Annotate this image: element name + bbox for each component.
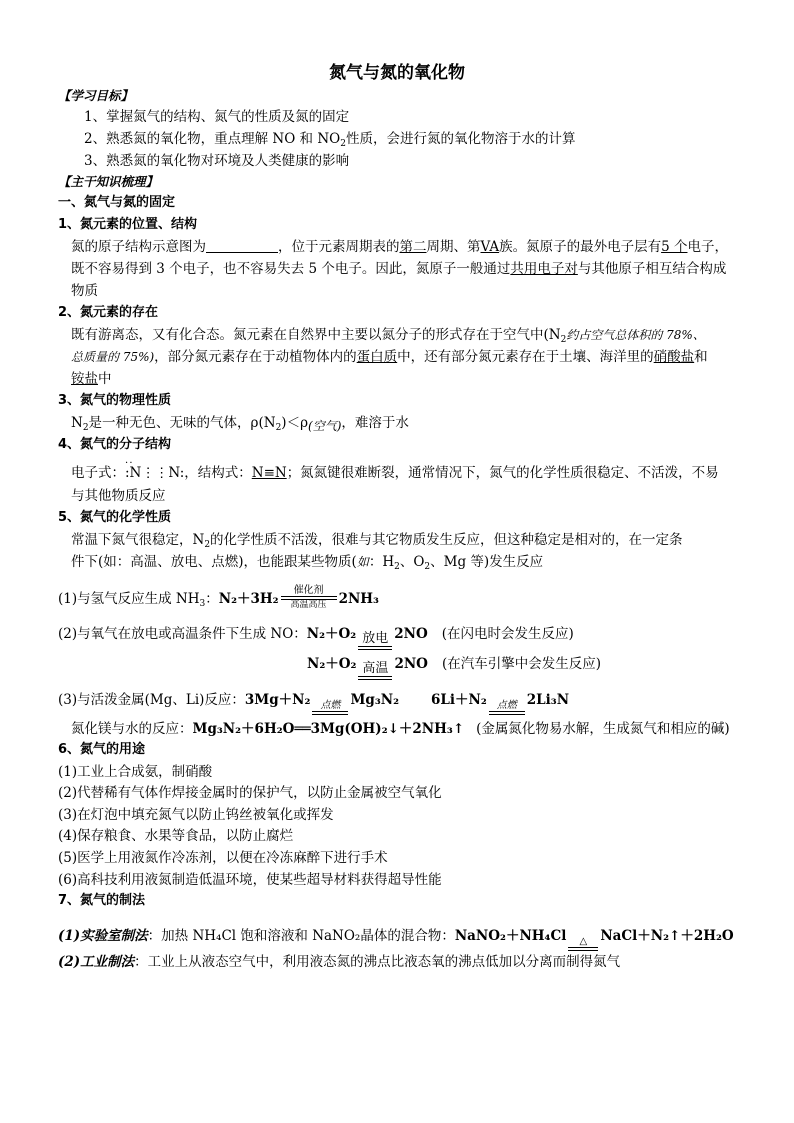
- s2-line-3: [71, 370, 112, 388]
- s4-line-2: 与其他物质反应: [71, 488, 166, 504]
- s1-line-1: [71, 238, 728, 256]
- goals-tag: 【学习目标】: [58, 88, 134, 103]
- r5-right: 2Li₃N: [526, 692, 570, 708]
- s2-text-2f: 和: [694, 349, 708, 365]
- s1-text-f: 族。氮原子的最外电子层有: [499, 239, 662, 255]
- r1-label: (1)与氢气反应生成 NH: [58, 591, 200, 607]
- s5-text-2c: ：H: [368, 554, 395, 570]
- structural-formula: N≡N: [251, 465, 287, 481]
- s1-line-3: 物质: [71, 283, 98, 299]
- s4-text-b: ，结构式：: [184, 465, 252, 481]
- reaction-nitride-water: [71, 720, 730, 738]
- sub-heading-5: 5、氮气的化学性质: [58, 510, 172, 525]
- reaction-oxygen-discharge: [58, 625, 574, 650]
- goal-item-1: 1、掌握氮气的结构、氮气的性质及氮的固定: [84, 109, 350, 125]
- s5-text-2a: 件下(如：高温、放电、点燃)，也能跟某些物质(: [71, 554, 357, 570]
- r4-arrow: [312, 700, 348, 715]
- r3-condition: 高温: [362, 661, 389, 676]
- lab-preparation: [58, 927, 734, 951]
- page-title: 氮气与氮的氧化物: [329, 63, 465, 83]
- s2-text-2b: ，部分氮元素存在于动植物体内的: [154, 349, 357, 365]
- use-item-5: (5)医学上用液氮作冷冻剂，以便在冷冻麻醉下进行手术: [58, 850, 388, 866]
- sub-heading-1: 1、氮元素的位置、结构: [58, 217, 198, 232]
- r4-left: 3Mg＋N₂: [244, 692, 311, 708]
- s2-text-1b: 约占空气总体积的 78%、: [566, 328, 705, 342]
- section-heading-1: 一、氮气与氮的固定: [58, 195, 176, 210]
- heat-symbol: △: [579, 936, 588, 947]
- s3-text-b: 是一种无色、无味的气体，ρ(N: [88, 415, 276, 431]
- reaction-oxygen-high-temp: [307, 655, 601, 680]
- lab-text: ：加热 NH₄Cl 饱和溶液和 NaNO₂晶体的混合物：: [147, 928, 455, 944]
- sub-heading-3: 3、氮气的物理性质: [58, 393, 172, 408]
- goal-item-2-sub: 2: [340, 139, 346, 149]
- goal-item-2-text: 2、熟悉氮的氧化物，重点理解 NO 和 NO: [84, 131, 341, 147]
- use-item-1: (1)工业上合成氨，制硝酸: [58, 764, 213, 780]
- goal-item-3: 3、熟悉氮的氧化物对环境及人类健康的影响: [84, 153, 350, 169]
- s1-line-2: [71, 260, 726, 278]
- s1-text-2c: 与其他原子相互结合构成: [577, 261, 727, 277]
- sub-heading-2: 2、氮元素的存在: [58, 305, 159, 320]
- r3-left: N₂＋O₂: [307, 656, 357, 672]
- s3-text-e: ，难溶于水: [341, 415, 409, 431]
- use-item-2: (2)代替稀有气体作焊接金属时的保护气，以防止金属被空气氧化: [58, 785, 442, 801]
- r3-note: (在汽车引擎中会发生反应): [441, 656, 601, 672]
- s1-period: 第二: [399, 239, 427, 255]
- r2-label: (2)与氧气在放电或高温条件下生成 NO：: [58, 626, 307, 642]
- lab-arrow: [568, 936, 598, 951]
- r5-left: 6Li＋N₂: [431, 692, 487, 708]
- s4-text-a: 电子式：: [71, 465, 125, 481]
- r1-arrow: [281, 585, 337, 610]
- r1-left: N₂＋3H₂: [218, 591, 279, 607]
- lab-left: NaNO₂＋NH₄Cl: [454, 928, 567, 944]
- reaction-hydrogen: (1)与氢气反应生成 $NH_3$：N₂＋3H₂ 催化剂 高温高压 2NH₃: [58, 585, 379, 610]
- r4-label: (3)与活泼金属(Mg、Li)反应：: [58, 692, 245, 708]
- industrial-text: ：工业上从液态空气中，利用液态氮的沸点比液态氧的沸点低加以分离而制得氮气: [134, 954, 621, 970]
- goal-item-2-tail: 性质，会进行氮的氧化物溶于水的计算: [345, 131, 576, 147]
- sub-heading-6: 6、氮气的用途: [58, 742, 146, 757]
- industrial-preparation: [58, 953, 620, 971]
- s2-line-2: [71, 348, 708, 366]
- knowledge-tag: 【主干知识梳理】: [58, 174, 159, 189]
- r2-arrow: [358, 632, 392, 650]
- electron-dot-formula: · · :N⋮⋮N:: [125, 464, 184, 482]
- s5-line-1: 常温下氮气很稳定，$N_2$的化学性质不活泼，很难与其它物质发生反应，但这种稳定是相对的，在一定条: [71, 532, 683, 550]
- industrial-label: (2)工业制法: [58, 954, 135, 970]
- r1-condition-bottom: 高温高压: [290, 600, 327, 610]
- r2-note: (在闪电时会发生反应): [441, 626, 574, 642]
- r3-arrow: [358, 662, 392, 680]
- lab-label: (1)实验室制法: [58, 928, 148, 944]
- use-item-6: (6)高科技利用液氮制造低温环境，使某些超导材料获得超导性能: [58, 872, 442, 888]
- lab-right: NaCl＋N₂↑＋2H₂O: [600, 928, 734, 944]
- r2-condition: 放电: [362, 631, 389, 646]
- r6-label: 氮化镁与水的反应：: [71, 721, 193, 737]
- use-item-4: (4)保存粮食、水果等食品，以防止腐烂: [58, 828, 294, 844]
- r2-right: 2NO: [394, 626, 428, 642]
- r3-right: 2NO: [394, 656, 428, 672]
- goal-item-2: [84, 130, 575, 148]
- s2-text-2a: 总质量的 75%): [71, 350, 155, 364]
- sub-heading-7: 7、氮气的制法: [58, 893, 146, 908]
- fill-blank: [206, 238, 278, 253]
- s1-text-b: ，位于元素周期表的: [278, 239, 400, 255]
- s2-text-1a: 既有游离态，又有化合态。氮元素在自然界中主要以氮分子的形式存在于空气中(N: [71, 327, 561, 343]
- s2-nitrate: 硝酸盐: [653, 349, 695, 365]
- s2-ammonium: 铵盐: [71, 371, 98, 387]
- sub-heading-4: 4、氮气的分子结构: [58, 437, 172, 452]
- s3-text-c: )＜ρ: [281, 415, 309, 431]
- s5-text-1a: 常温下氮气很稳定，N: [71, 532, 205, 548]
- s1-text-2a: 既不容易得到 3 个电子，也不容易失去 5 个电子。因此，氮原子一般通过: [71, 261, 511, 277]
- s5-text-2b: 如: [356, 555, 369, 569]
- s3-line-1: $N_2$是一种无色、无味的气体，$\rho(N_2)<\rho_{(空气)}$，难溶于水: [71, 415, 409, 433]
- use-item-3: (3)在灯泡中填充氮气以防止钨丝被氧化或挥发: [58, 807, 334, 823]
- s4-text-c: ；氮氮键很难断裂，通常情况下，氮气的化学性质很稳定、不活泼，不易: [286, 465, 719, 481]
- r4-right: Mg₃N₂: [350, 692, 399, 708]
- s2-text-2d: 中，还有部分氮元素存在于土壤、海洋里的: [397, 349, 654, 365]
- s5-text-2d: 、O: [399, 554, 425, 570]
- s5-text-2e: 、Mg 等)发生反应: [430, 554, 544, 570]
- r1-label-end: ：: [205, 591, 219, 607]
- s2-text-3b: 中: [98, 371, 112, 387]
- r6-note: (金属氮化物易水解，生成氮气和相应的碱): [476, 721, 730, 737]
- s3-air-sub: (空气): [308, 419, 342, 433]
- r1-condition-top: 催化剂: [293, 585, 324, 596]
- s5-line-2: 件下(如：高温、放电、点燃)，也能跟某些物质(如：$H_2$、$O_2$、Mg 等)发生反应: [71, 554, 544, 572]
- s1-shared-pair: 共用电子对: [510, 261, 578, 277]
- s1-electrons: 5 个: [661, 239, 688, 255]
- s1-text-a: 氮的原子结构示意图为: [71, 239, 206, 255]
- s2-line-1: 既有游离态，又有化合态。氮元素在自然界中主要以氮分子的形式存在于空气中($N_2$约占空气总体积的 78%、: [71, 327, 705, 345]
- s1-text-d: 周期、第: [426, 239, 481, 255]
- s1-group: VA: [480, 239, 500, 255]
- s2-protein: 蛋白质: [356, 349, 398, 365]
- r6-equation: Mg₃N₂＋6H₂O══3Mg(OH)₂↓＋2NH₃↑: [192, 721, 465, 737]
- reaction-active-metals: [58, 691, 569, 715]
- r1-right: 2NH₃: [338, 591, 379, 607]
- r2-left: N₂＋O₂: [306, 626, 357, 642]
- r5-arrow: [489, 700, 525, 715]
- s3-text-a: N: [71, 415, 83, 431]
- r5-condition: 点燃: [496, 700, 517, 711]
- s4-line-1: [71, 464, 719, 482]
- s1-text-h: 电子，: [687, 239, 728, 255]
- r4-condition: 点燃: [320, 700, 341, 711]
- s5-text-1b: 的化学性质不活泼，很难与其它物质发生反应，但这种稳定是相对的，在一定条: [210, 532, 683, 548]
